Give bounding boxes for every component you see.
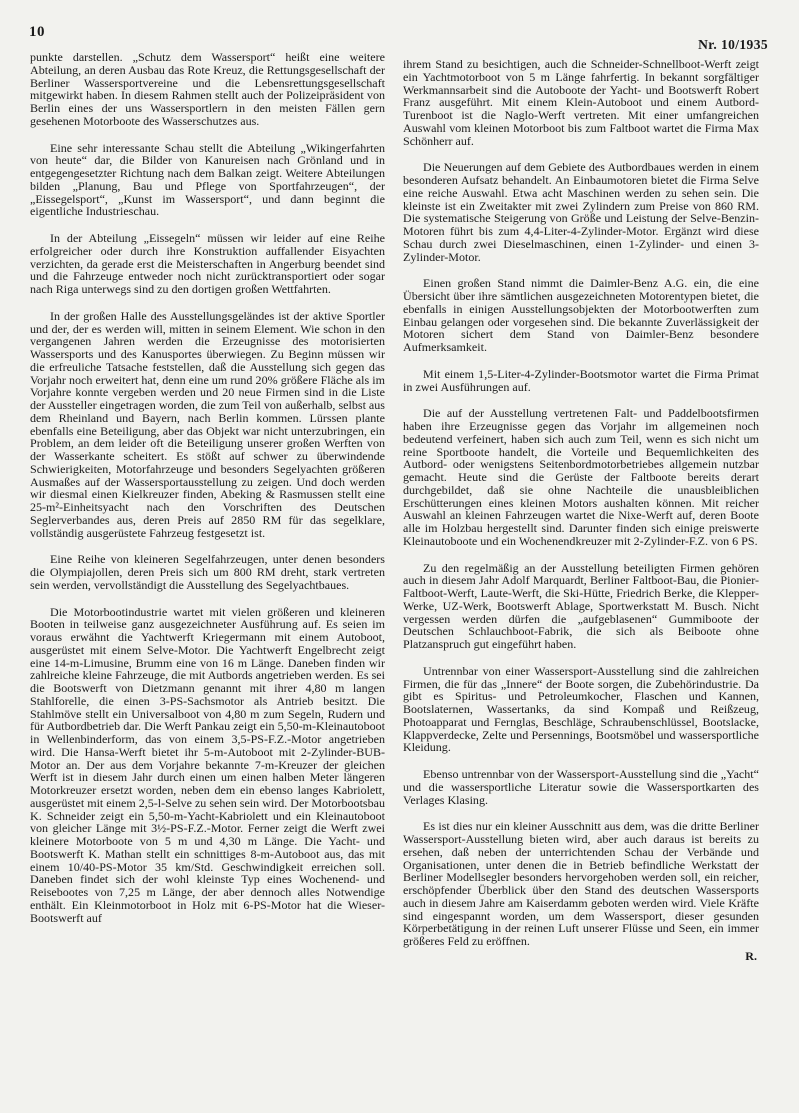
author-signature: R. [745, 948, 757, 963]
paragraph: Eine sehr interessante Schau stellt die Abteilung „Wikingerfahrten von heute“ dar, die Bilder von Kanureisen nach Grönland und in entgegengesetzter Richtung nach dem Balkan zeigt. Weitere Abteilungen bilden „Planung, Bau und Pflege von Sportfahrzeugen“, der „Eissegelsport“, „Kunst im Wassersport“, und dann beginnt die eigentliche Industrieschau. [30, 140, 385, 219]
left-column [30, 51, 385, 938]
paragraph: Die Motorbootindustrie wartet mit vielen größeren und kleineren Booten in teilweise ganz ausgezeichneter Ausführung auf. Es seien im voraus erwähnt die Yachtwerft Kriegermann mit einem Autoboot, ausgerüstet mit einem Selve-Motor. Die Yachtwerft Engelbrecht zeigt eine 14-m-Limusine, Brumm eine von 16 m Länge. Daneben finden wir zahlreiche kleine Fahrzeuge, die mit Autbords angetrieben werden. Es sei die Bootswerft von Dietzmann genannt mit ihrer 4,80 m langen Stahlforelle, die einen 3-PS-Sachsmotor als Antrieb besitzt. Die Stahlmöve stellt ein Universalboot von 4,80 m zum Segeln, Rudern und für Autbordbetrieb dar. Die Werft Pankau zeigt ein 5,50-m-Kleinautoboot in Wellenbinderform, das von einem 3,5-PS-F.Z.-Motor angetrieben wird. Die Hansa-Werft bietet ihr 5-m-Autoboot mit 2-Zylinder-BUB-Motor an. Der aus dem Vorjahre bekannte 7-m-Kreuzer der gleichen Werft ist in diesem Jahr durch einen um einen halben Meter längeren Motorkreuzer ersetzt worden, neben dem ein ebenso langes Kabriolett, ausgerüstet mit einem 2,5-l-Selve zu sehen sein wird. Der Motorbootsbau K. Schneider zeigt ein 5,50-m-Yacht-Kabriolett und ein Kleinautoboot von gleicher Länge mit 3½-PS-F.Z.-Motor. Ferner zeigt die Werft zwei kleinere Motorboote von 5 m und 4,30 m Länge. Die Yacht- und Bootswerft K. Mathan stellt ein schnittiges 8-m-Autoboot aus, das mit einem 10/40-PS-Motor 35 km/Std. Geschwindigkeit erreichen soll. Daneben findet sich der wohl kleinste Typ eines Wochenend- und Reisebootes von 7,25 m Länge, der aber dennoch alles Notwendige enthält. Ein Kleinmotorboot in Holz mit 6-PS-Motor hat die Wieser-Bootswerft auf [30, 604, 385, 925]
paragraph: Einen großen Stand nimmt die Daimler-Benz A.G. ein, die eine Übersicht über ihre sämtlichen ausgezeichneten Motorentypen bietet, die ebenfalls in einigen Ausstellungsobjekten der Motorbootwerften zum Einbau gelangen oder vorgesehen sind. Die bekannte Zuverlässigkeit der Motoren sichert dem Stand von Daimler-Benz besondere Aufmerksamkeit. [403, 276, 759, 354]
paragraph: Untrennbar von einer Wassersport-Ausstellung sind die zahlreichen Firmen, die für das „Innere“ der Boote sorgen, die Zubehörindustrie. Da gibt es Spiritus- und Petroleumkocher, Flaschen und Kannen, Bootslaternen, Wassertanks, da sind Kompaß und Reißzeug, Photoapparat und Fernglas, Beschläge, Schraubenschlüssel, Bootslacke, Klappverdecke, Zelte und Persennings, Bootsmöbel und wassersportliche Kleidung. [403, 663, 759, 755]
paragraph: Die Neuerungen auf dem Gebiete des Autbordbaues werden in einem besonderen Aufsatz behandelt. An Einbaumotoren bietet die Firma Selve eine reiche Auswahl. Etwa acht Maschinen werden zu sehen sein. Die kleinste ist ein Zweitakter mit zwei Zylindern zum Preise von 860 RM. Die systematische Steigerung von Größe und Leistung der Selve-Benzin-Motoren führt bis zum 4,4-Liter-4-Zylinder-Motor. Ergänzt wird diese Schau durch zwei Dieselmaschinen, einen 1-Zylinder- und einen 3-Zylinder-Motor. [403, 160, 759, 264]
paragraph: In der Abteilung „Eissegeln“ müssen wir leider auf eine Reihe erfolgreicher oder durch ihre Konstruktion auffallender Eisyachten verzichten, da gerade erst die Meisterschaften in Angerburg beendet sind und die Fahrzeuge entweder noch nicht zurücktransportiert oder sogar nach Riga unterwegs sind zu den dortigen großen Wettfahrten. [30, 231, 385, 296]
paragraph: Mit einem 1,5-Liter-4-Zylinder-Bootsmotor wartet die Firma Primat in zwei Ausführungen auf. [403, 366, 759, 394]
paragraph: ihrem Stand zu besichtigen, auch die Schneider-Schnellboot-Werft zeigt ein Yachtmotorboot von 5 m Länge fahrfertig. In bekannt sorgfältiger Werkmannsarbeit sind die Autoboote der Yacht- und Bootswerft Robert Franz ausgeführt. Mit einem Klein-Autoboot und einem Autbord-Turenboot ist die Naglo-Werft vertreten. Mit einer umfangreichen Auswahl vom kleinen Motorboot bis zum Faltboot wartet die Firma Max Schönherr auf. [403, 57, 759, 148]
paragraph: punkte darstellen. „Schutz dem Wassersport“ heißt eine weitere Abteilung, an deren Ausbau das Rote Kreuz, die Rettungsgesellschaft der Berliner Wassersportvereine und die Lebensrettungsgesellschaft mitgewirkt haben. In diesem Rahmen stellt auch der Polizeipräsident von Berlin eines der uns Wassersportlern in den meisten Fällen gern gesehenen Motorboote des Wasserschutzes aus. [30, 50, 385, 128]
paragraph: Zu den regelmäßig an der Ausstellung beteiligten Firmen gehören auch in diesem Jahr Adolf Marquardt, Berliner Faltboot-Bau, die Pionier-Faltboot-Werft, Laute-Werft, die Ski-Hütte, Friedrich Berke, die Klepper-Werke, UZ-Werk, Bootswerft Ablage, Sportwerkstatt M. Busch. Nicht vergessen werden dürfen die „aufgeblasenen“ Gummiboote der Deutschen Schlauchboot-Fabrik, die sich als Beiboote ohne Platzanspruch gut eingeführt haben. [403, 560, 759, 651]
paragraph: Es ist dies nur ein kleiner Ausschnitt aus dem, was die dritte Berliner Wassersport-Ausstellung bieten wird, aber auch daraus ist bereits zu ersehen, daß neben der unterrichtenden Schau der Verbände und Organisationen, unter denen die in Betrieb befindliche Werkstatt der Berliner Modellsegler besonders hervorgehoben werden soll, ein reicher, erschöpfender Überblick über den Stand des deutschen Wassersports auch in diesem Jahre am Kaiserdamm geboten werden wird. Viele Kräfte sind eingespannt worden, um dem Wassersport, dieser gesunden Körperbetätigung in der reinen Luft unserer Flüsse und Seen, ein immer größeres Feld zu eröffnen. [403, 819, 759, 948]
issue-number: Nr. 10/1935 [698, 37, 768, 52]
paragraph: Die auf der Ausstellung vertretenen Falt- und Paddelbootsfirmen haben ihre Erzeugnisse gegen das Vorjahr im allgemeinen noch bedeutend verfeinert, haben sich auch zum Teil, wenn es sich nicht um reine Sportboote handelt, die Vorteile und Bequemlichkeiten des Autbord- oder wenigstens Seitenbordmotorbetriebes allgemein nutzbar gemacht. Heute sind die Gerüste der Faltboote bereits derart durchgebildet, daß sie ohne Nachteile die unausbleiblichen Erschütterungen eines kleinen Motors aushalten können. Mit reicher Auswahl an kleinen Fahrzeugen wartet die Nixe-Werft auf, deren Boote alle im Holzbau hergestellt sind. Darunter finden sich einige preiswerte Kleinautoboote und ein Wochenendkreuzer mit 2-Zylinder-F.Z. von 6 PS. [403, 406, 759, 548]
paragraph: In der großen Halle des Ausstellungsgeländes ist der aktive Sportler und der, der es werden will, mitten in seinem Element. Wie schon in den vergangenen Jahren werden die Erzeugnisse des motorisierten Wassersports und des Kanusportes überwiegen. Zu Beginn müssen wir die erfreuliche Tatsache feststellen, daß die Ausstellung sich gegen das Vorjahr noch erweitert hat, denn eine um rund 20% größere Fläche als im Vorjahre konnte vergeben werden und 20 neue Firmen sind in die Liste der Aussteller eingetragen worden, die zum Teil von außerhalb, selbst aus dem Rheinland und Bayern, nach Berlin kommen. Lürssen plante ebenfalls eine Beteiligung, aber das Objekt war nicht unterzubringen, ein Problem, an dem leider oft die Beteiligung unserer großen Werften von der Wasserkante scheitert. Es stößt auf schwer zu überwindende Schwierigkeiten, Motorfahrzeuge und besonders Segelyachten größeren Ausmaßes auf der Wassersportausstellung zu zeigen. Und doch werden wir diesmal einen Kielkreuzer finden, Abeking & Rasmussen stellt eine 25-m²-Einheitsyacht nach den Vorschriften des Deutschen Seglerverbandes aus, deren Preis auf 2850 RM für das segelklare, vollständig ausgerüstete Fahrzeug festgesetzt ist. [30, 308, 385, 540]
page-number: 10 [29, 24, 45, 40]
paragraph: Ebenso untrennbar von der Wassersport-Ausstellung sind die „Yacht“ und die wassersportliche Literatur sowie die Wassersportkarten des Verlages Klasing. [403, 767, 759, 807]
paragraph: Eine Reihe von kleineren Segelfahrzeugen, unter denen besonders die Olympiajollen, deren Preis sich um 800 RM dreht, stark vertreten sein werden, vervollständigt die Ausstellung des Segelyachtbaues. [30, 552, 385, 592]
right-column [403, 58, 759, 963]
